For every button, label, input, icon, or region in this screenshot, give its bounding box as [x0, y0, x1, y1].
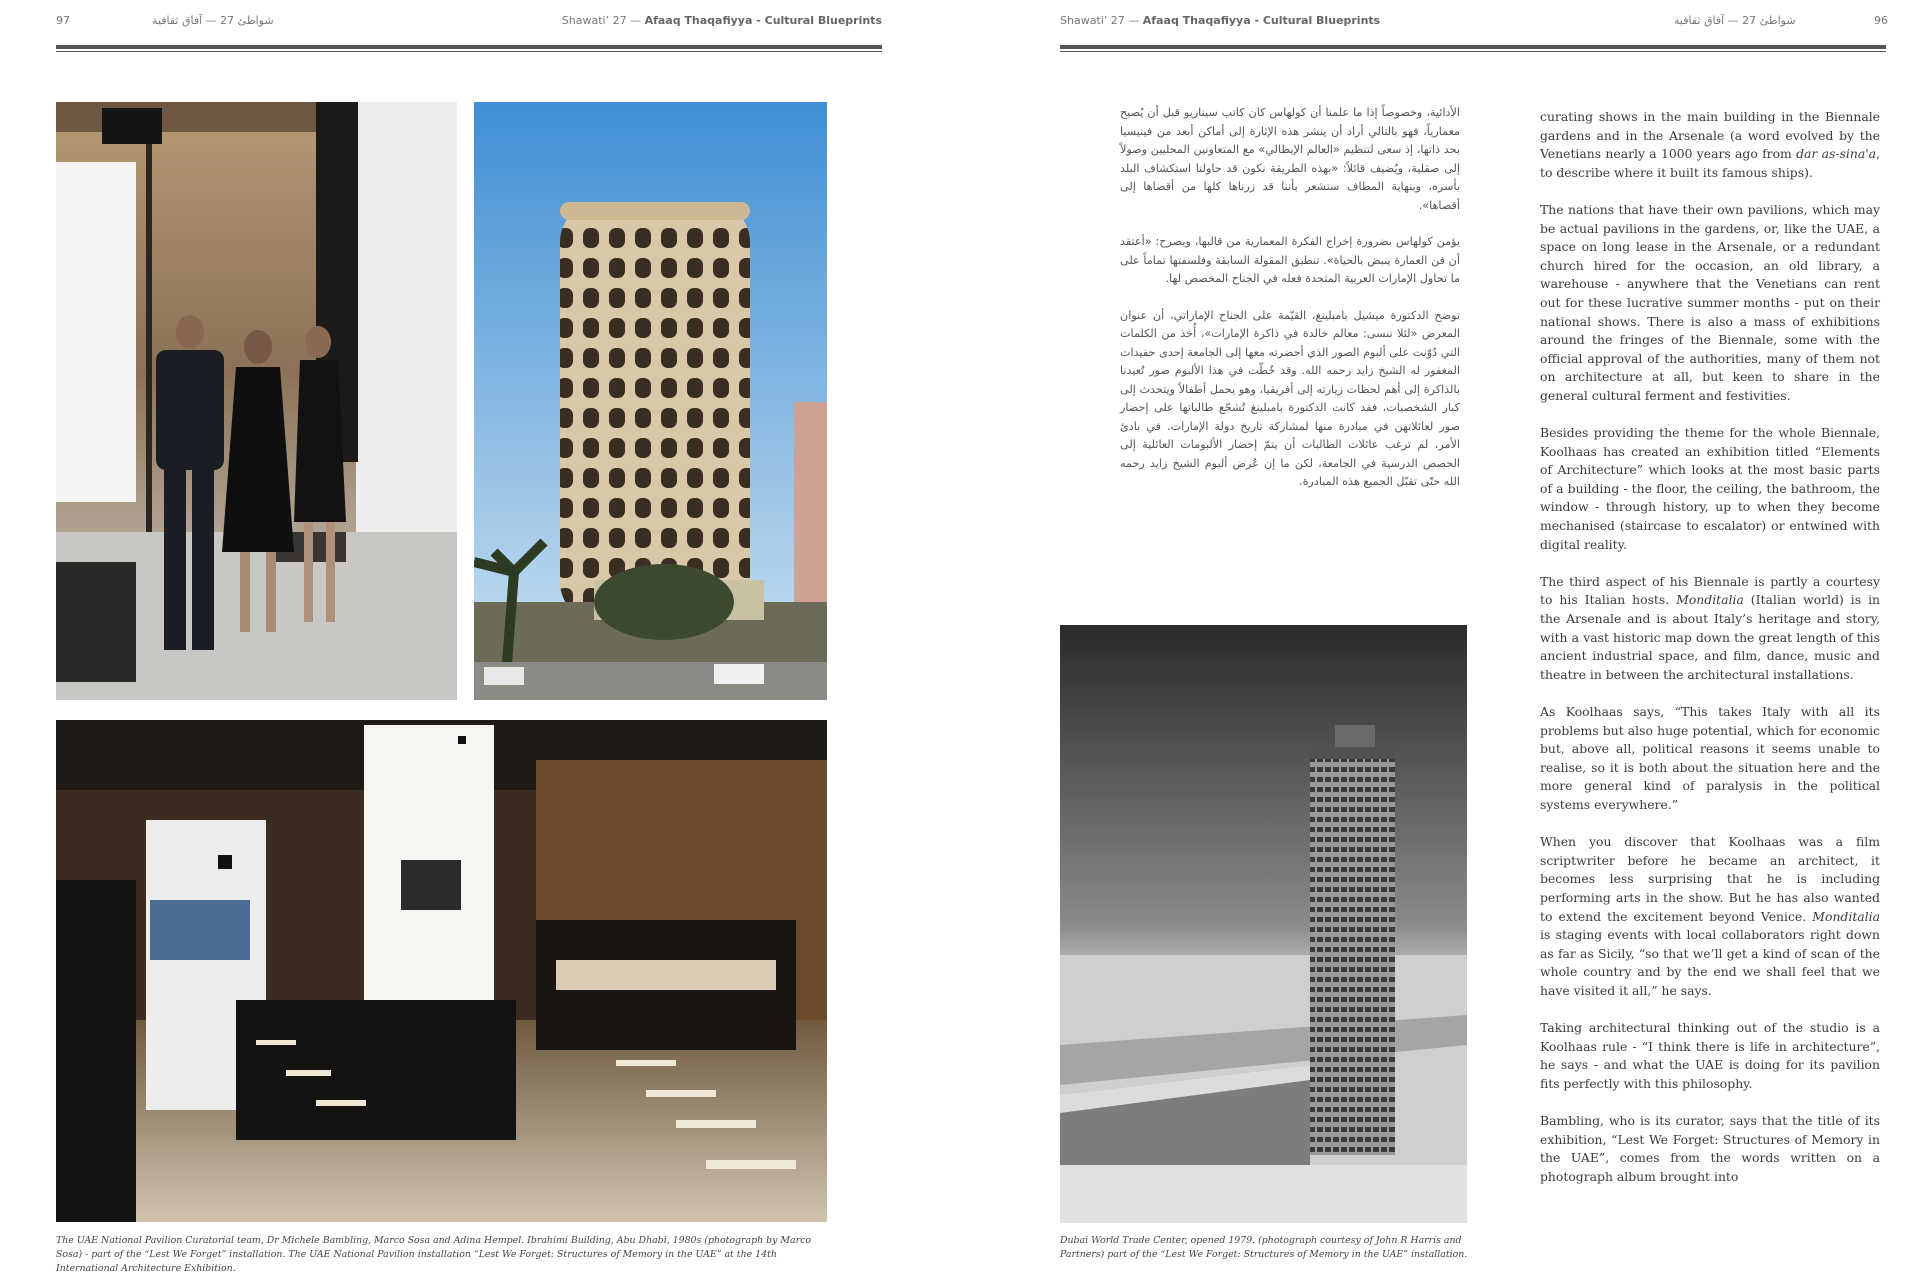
header-rule-thin	[56, 51, 882, 52]
english-paragraph: The third aspect of his Biennale is partly a courtesy to his Italian hosts. Monditalia (Italian world) is in the Arsenale and is about Italy’s heritage and story, with a vast historic map down the great length of this ancient industrial space, and film, dance, music and theatre in between the architectural installations.	[1540, 573, 1881, 682]
english-text-column	[1540, 108, 1880, 1205]
page-number: 97	[56, 14, 70, 27]
arabic-paragraph: الأدائية، وخصوصاً إذا ما علمنا أن كولهاس كان كاتب سيناريو قبل أن يُصبح معمارياً، فهو بالتالي أراد أن ينشر هذه الإثارة إلى أماكن أبعد من فينيسيا بحد ذاتها، إذ سعى لتنظيم «العالم الإيطالي» مع المتعاونين المحليين وصولاً إلى صقلية، ويُضيف قائلاً: «بهذه الطريقة نكون قد حاولنا استكشاف البلد بأسره، وبنهاية المطاف سنشعر بأننا قد زرناها كلها من أقصاها إلى أقصاها».	[1120, 106, 1460, 212]
header-rule-thin	[1060, 51, 1886, 52]
english-paragraph: curating shows in the main building in the Biennale gardens and in the Arsenale (a word evolved by the Venetians nearly a 1000 years ago from dar as-sina'a, to describe where it built its famous ships).	[1540, 109, 1880, 180]
dubai-world-trade-center-photo	[1060, 625, 1467, 1223]
english-paragraph: The nations that have their own pavilions, which may be actual pavilions in the gardens, or, like the UAE, a space on long lease in the Arsenale, or a redundant church hired for the occasion, an old library, a warehouse - anywhere that the Venetians can rent out for these lucrative summer months - put on their national shows. There is also a mass of exhibitions around the fringes of the Biennale, some with the official approval of the authorities, many of them not on architecture at all, but keen to share in the general cultural ferment and festivities.	[1540, 201, 1880, 403]
pavilion-curators-photo	[56, 102, 457, 700]
header-arabic: شواطئ 27 — آفاق ثقافية	[1674, 14, 1796, 27]
left-caption: The UAE National Pavilion Curatorial team, Dr Michele Bambling, Marco Sosa and Adina Hempel. Ibrahimi Building, Abu Dhabi, 1980s (photograph by Marco Sosa) - part of the “Lest We Forget” installation. The UAE National Pavilion installation “Lest We Forget: Structures of Memory in the UAE” at the 14th International Architecture Exhibition.	[56, 1235, 811, 1274]
header-rule	[56, 45, 882, 49]
english-paragraph: Taking architectural thinking out of the studio is a Koolhaas rule - “I think there is life in architecture”, he says - and what the UAE is doing for its pavilion fits perfectly with this philosophy.	[1540, 1020, 1880, 1091]
header-arabic: شواطئ 27 — آفاق ثقافية	[152, 14, 274, 27]
english-paragraph: Besides providing the theme for the whole Biennale, Koolhaas has created an exhibition titled “Elements of Architecture” which looks at the most basic parts of a building - the floor, the ceiling, the bathroom, the window - through history, up to when they become mechanised (staircase to escalator) or entwined with digital reality.	[1540, 425, 1880, 552]
english-paragraph: When you discover that Koolhaas was a film scriptwriter before he became an architect, it becomes less surprising that he is including performing arts in the show. But he has also wanted to extend the excitement beyond Venice. Monditalia is staging events with local collaborators right down as far as Sicily, “so that we’ll get a kind of scan of the whole country and by the end we shall feel that we have visited it all,” he says.	[1540, 834, 1880, 998]
page-number: 96	[1874, 14, 1888, 27]
english-paragraph: Bambling, who is its curator, says that the title of its exhibition, “Lest We Forget: Structures of Memory in the UAE”, comes from the words written on a photograph album brought into	[1540, 1113, 1880, 1184]
header-rule	[1060, 45, 1886, 49]
header-english-title: Afaaq Thaqafiyya - Cultural Blueprints	[644, 14, 882, 27]
header-english-title: Afaaq Thaqafiyya - Cultural Blueprints	[1142, 14, 1381, 27]
ibrahimi-building-photo	[474, 102, 827, 700]
header-english-prefix: Shawati’ 27 —	[561, 14, 645, 27]
header-english-prefix: Shawati’ 27 —	[1060, 14, 1143, 27]
header-english	[562, 14, 882, 27]
arabic-paragraph: يؤمن كولهاس بضرورة إخراج الفكرة المعمارية من قالبها، ويصرح: «أعتقد أن فن العمارة ينبض بالحياة». تنطبق المقولة السابقة وفلسفتها تماماً على ما تحاول الإمارات العربية المتحدة فعله في الجناح المخصص لها.	[1120, 235, 1460, 285]
arabic-text-column	[1120, 104, 1460, 510]
pavilion-installation-photo	[56, 720, 827, 1222]
english-paragraph: As Koolhaas says, “This takes Italy with all its problems but also huge potential, which for economic but, above all, political reasons it seems unable to realise, so it is both about the situation here and the more general kind of paralysis in the political systems everywhere.”	[1540, 704, 1880, 812]
arabic-paragraph: توضح الدكتورة ميشيل بامبلينغ، القيّمة على الجناح الإماراتي، أن عنوان المعرض «لئلا ننسى: معالم خالدة في ذاكرة الإمارات»، أُخذ من الكلمات التي دُوّنت على ألبوم الصور الذي أحضرته معها إلى الجامعة إحدى حفيدات المغفور له الشيخ زايد رحمه الله. وقد خُطّت في هذا الألبوم صور تُعيدنا بالذاكرة إلى أهم لحظات زيارته إلى أفريقيا، وهو يحمل أطفالاً ويتحدث إلى كبار الشخصيات، فقد كانت الدكتورة بامبلينغ تُشجّع طالباتها على إحضار صور لعائلاتهن في مبادرة منها لمشاركة تاريخ دولة الإمارات. في بادئ الأمر، لم ترغب عائلات الطالبات أن يتمّ إحضار الألبومات العائلية إلى الحصص الدرسية في الجامعة، لكن ما إن عُرض ألبوم الشيخ زايد رحمه الله حتّى تقبّل الجميع هذه المبادرة.	[1120, 308, 1460, 488]
header-english	[1060, 14, 1380, 27]
right-caption: Dubai World Trade Center, opened 1979. (photograph courtesy of John R Harris and Partners) part of the “Lest We Forget: Structures of Memory in the UAE” installation.	[1060, 1235, 1468, 1260]
